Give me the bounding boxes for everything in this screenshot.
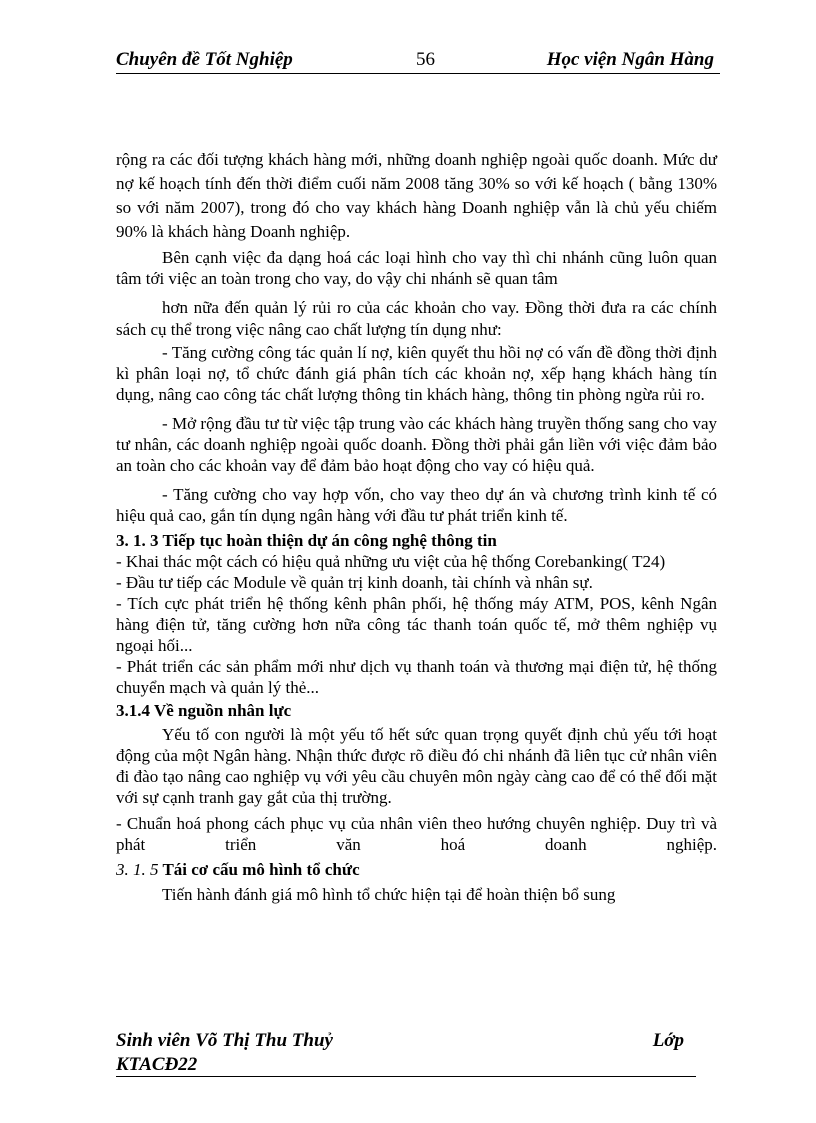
page-header (116, 47, 720, 74)
footer-student: Sinh viên Võ Thị Thu Thuỷ (116, 1030, 333, 1051)
section-heading-315 (116, 859, 717, 880)
document-body (116, 148, 717, 905)
paragraph-5: - Mở rộng đầu tư từ việc tập trung vào các khách hàng truyền thống sang cho vay tư nhân, các doanh nghiệp ngoài quốc doanh. Đồng thời phải gắn liền với việc đảm bảo an toàn cho các khoản vay để đảm bảo hoạt động cho vay có hiệu quả. (116, 414, 717, 475)
section-heading-314: 3.1.4 Về nguồn nhân lực (116, 701, 292, 720)
bullet-1: - Khai thác một cách có hiệu quả những ưu việt của hệ thống Corebanking( T24) (116, 552, 666, 571)
paragraph-9: Tiến hành đánh giá mô hình tổ chức hiện tại để hoàn thiện bổ sung (162, 885, 616, 904)
section-title-315: Tái cơ cấu mô hình tổ chức (162, 860, 360, 879)
page-footer (116, 1030, 696, 1077)
section-number-315: 3. 1. 5 (116, 860, 159, 879)
paragraph-3: hơn nữa đến quản lý rủi ro của các khoản cho vay. Đồng thời đưa ra các chính sách cụ thể trong việc nâng cao chất lượng tín dụng như: (116, 298, 717, 339)
footer-class-label: Lớp (652, 1030, 684, 1051)
header-title-left: Chuyên đề Tốt Nghiệp (116, 49, 293, 70)
header-title-right: Học viện Ngân Hàng (546, 49, 714, 70)
bullet-2: - Đầu tư tiếp các Module về quản trị kinh doanh, tài chính và nhân sự. (116, 573, 593, 592)
footer-class-value: KTACĐ22 (116, 1054, 198, 1075)
paragraph-7: Yếu tố con người là một yếu tố hết sức quan trọng quyết định chủ yếu tới hoạt động của một Ngân hàng. Nhận thức được rõ điều đó chi nhánh đã liên tục cử nhân viên đi đào tạo nâng cao nghiệp vụ với yêu cầu chuyên môn ngày càng cao để có thể đối mặt với sự cạnh tranh gay gắt của thị trường. (116, 725, 717, 807)
paragraph-6: - Tăng cường cho vay hợp vốn, cho vay theo dự án và chương trình kinh tế có hiệu quả cao, gắn tín dụng ngân hàng với đầu tư phát triển kinh tế. (116, 485, 717, 525)
section-heading-313: 3. 1. 3 Tiếp tục hoàn thiện dự án công nghệ thông tin (116, 531, 497, 550)
paragraph-2: Bên cạnh việc đa dạng hoá các loại hình cho vay thì chi nhánh cũng luôn quan tâm tới việc an toàn trong cho vay, do vậy chi nhánh sẽ quan tâm (116, 248, 717, 288)
page-number: 56 (416, 49, 435, 70)
paragraph-4: - Tăng cường công tác quản lí nợ, kiên quyết thu hồi nợ có vấn đề đồng thời định kì phân loại nợ, tổ chức đánh giá phân tích các khoản nợ, xếp hạng khách hàng tín dụng, nâng cao công tác chất lượng thông tin khách hàng, thông tin phòng ngừa rủi ro. (116, 343, 717, 404)
bullet-4: - Phát triển các sản phẩm mới như dịch vụ thanh toán và thương mại điện tử, hệ thống chuyển mạch và quản lý thẻ... (116, 657, 717, 697)
paragraph-8: - Chuẩn hoá phong cách phục vụ của nhân viên theo hướng chuyên nghiệp. Duy trì và phát triển văn hoá doanh nghiệp. (116, 814, 717, 854)
paragraph-1: rộng ra các đối tượng khách hàng mới, những doanh nghiệp ngoài quốc doanh. Mức dư nợ kế hoạch tính đến thời điểm cuối năm 2008 tăng 30% so với kế hoạch ( bằng 130% so với năm 2007), trong đó cho vay khách hàng Doanh nghiệp vẫn là chủ yếu chiếm 90% là khách hàng Doanh nghiệp. (116, 150, 717, 241)
bullet-3: - Tích cực phát triển hệ thống kênh phân phối, hệ thống máy ATM, POS, kênh Ngân hàng điện tử, tăng cường hơn nữa công tác thanh toán quốc tế, mở thêm nghiệp vụ ngoại hối... (116, 594, 717, 655)
